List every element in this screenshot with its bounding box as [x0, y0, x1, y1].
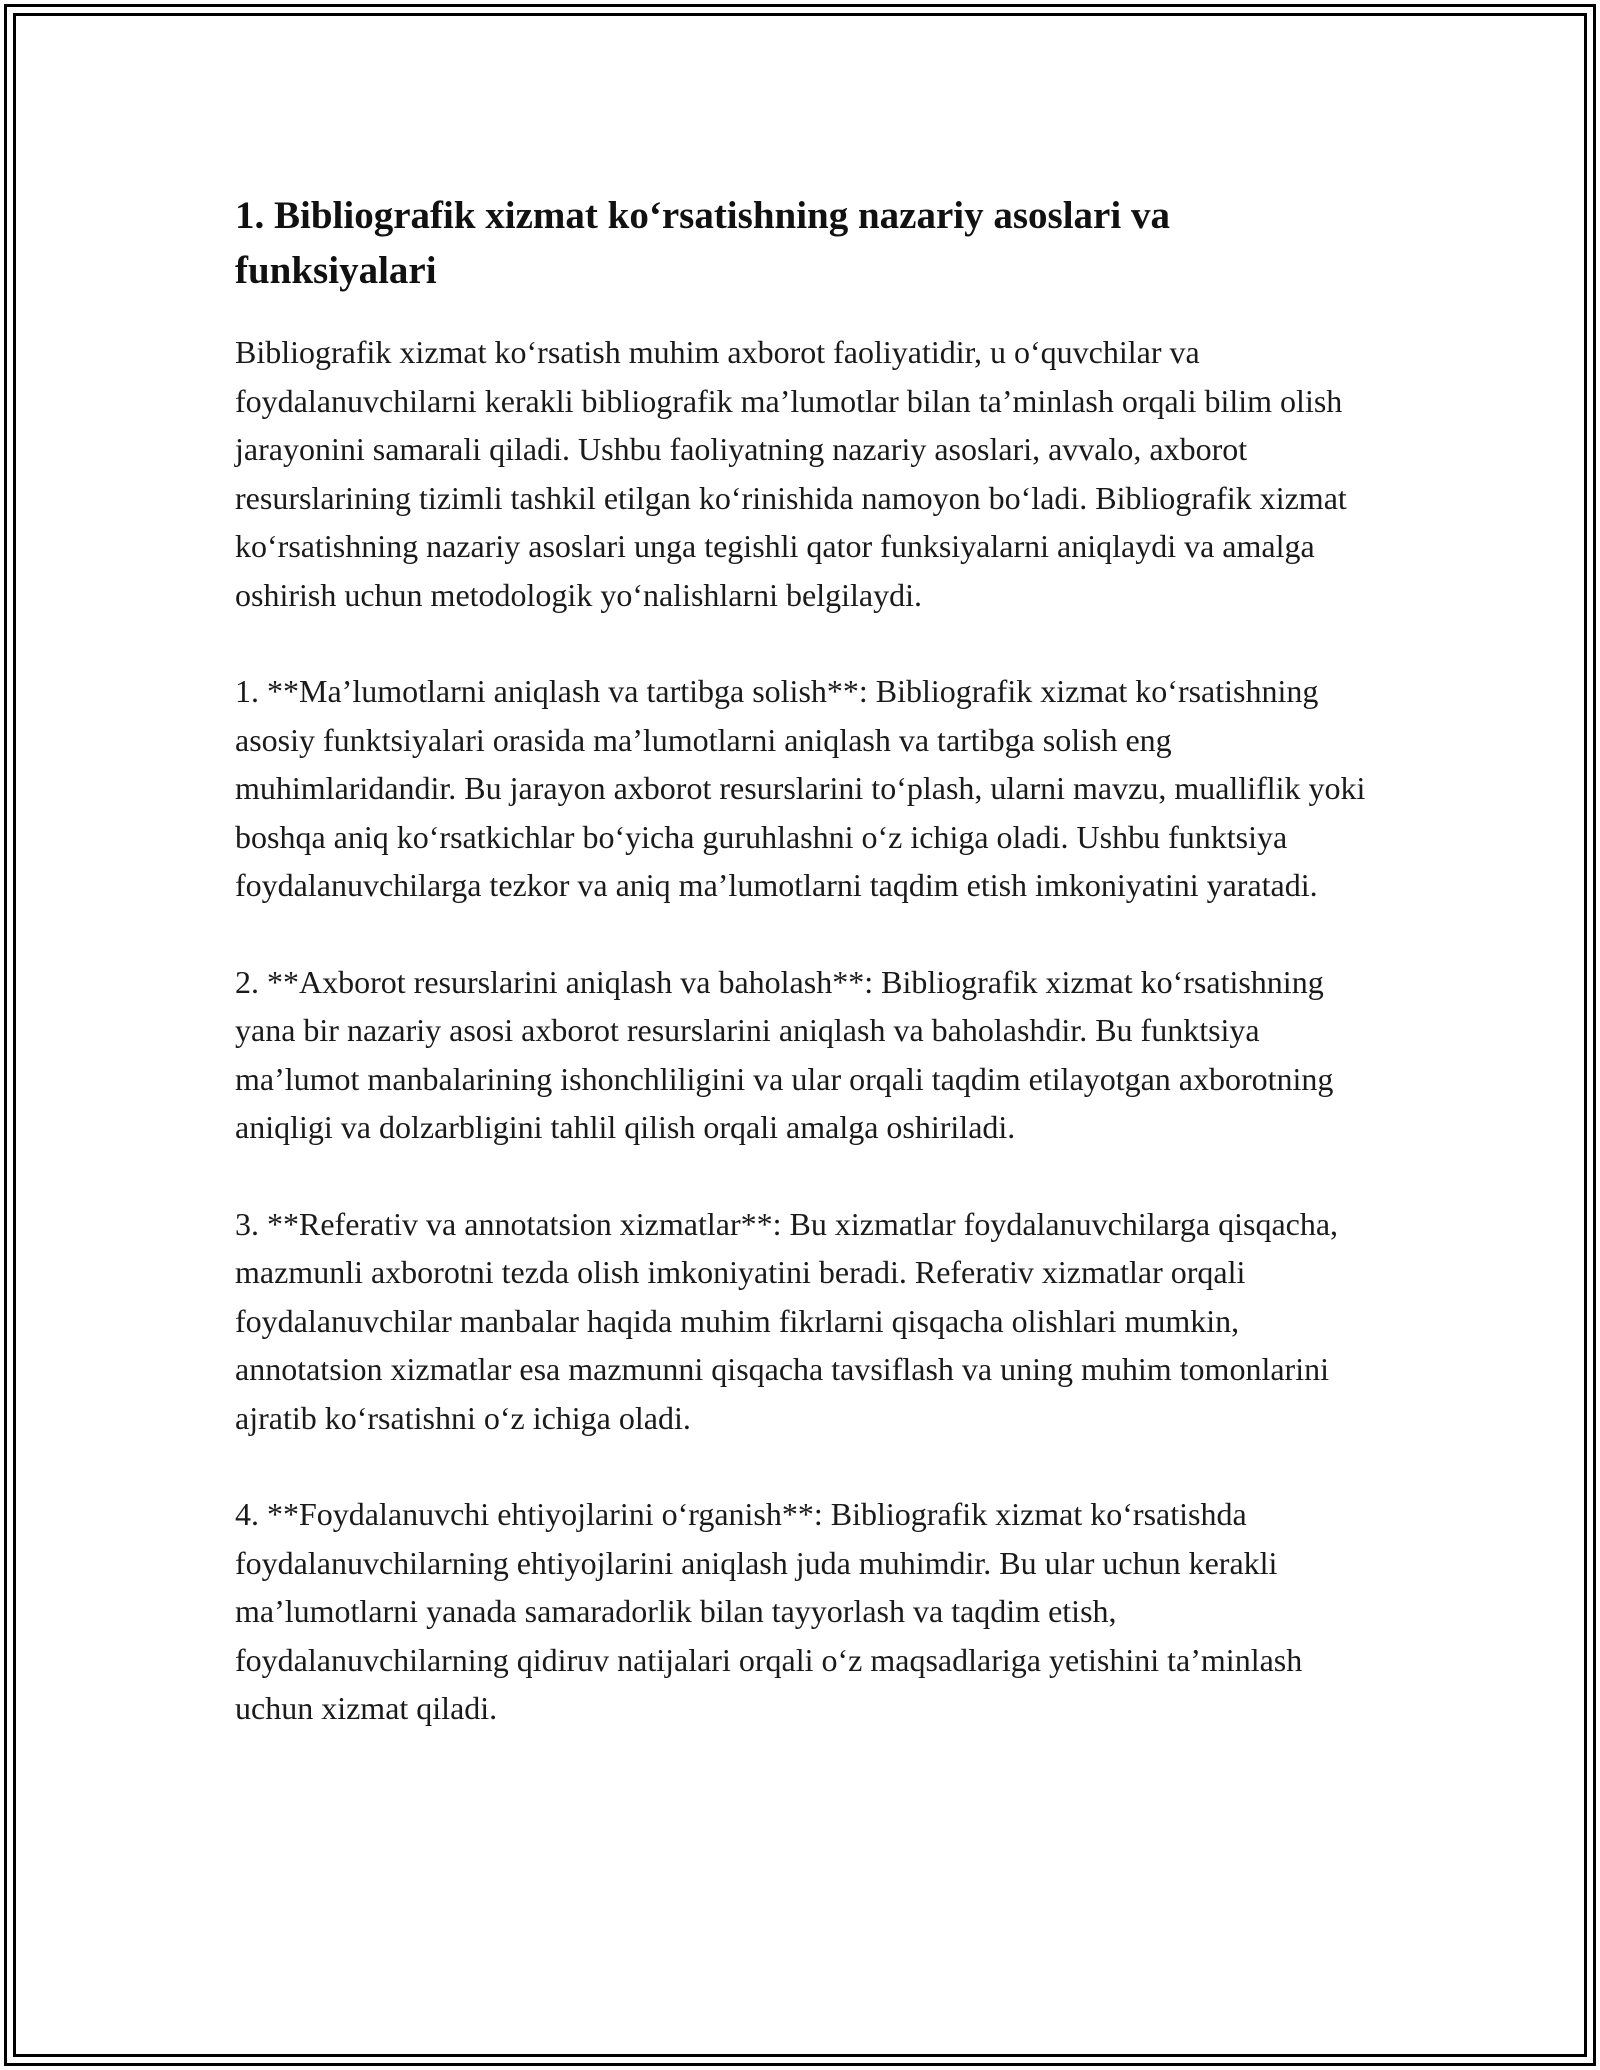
list-item-2-paragraph: 2. **Axborot resurslarini aniqlash va baholash**: Bibliografik xizmat ko‘rsatishning yana bir nazariy asosi axborot resurslarini aniqlash va baholashdir. Bu funktsiya ma’lumot manbalarining ishonchliligini va ular orqali taqdim etilayotgan axborotning aniqligi va dolzarbligini tahlil qilish orqali amalga oshiriladi. [235, 963, 1334, 1145]
document-body [235, 188, 1375, 1781]
list-item-1-paragraph: 1. **Ma’lumotlarni aniqlash va tartibga solish**: Bibliografik xizmat ko‘rsatishning asosiy funktsiyalari orasida ma’lumotlarni aniqlash va tartibga solish eng muhimlaridandir. Bu jarayon axborot resurslarini to‘plash, ularni mavzu, mualliflik yoki boshqa aniq ko‘rsatkichlar bo‘yicha guruhlashni o‘z ichiga oladi. Ushbu funktsiya foydalanuvchilarga tezkor va aniq ma’lumotlarni taqdim etish imkoniyatini yaratadi. [235, 673, 1366, 903]
list-item-4-paragraph: 4. **Foydalanuvchi ehtiyojlarini o‘rganish**: Bibliografik xizmat ko‘rsatishda foydalanuvchilarning ehtiyojlarini aniqlash juda muhimdir. Bu ular uchun kerakli ma’lumotlarni yanada samaradorlik bilan tayyorlash va taqdim etish, foydalanuvchilarning qidiruv natijalari orqali o‘z maqsadlariga yetishini ta’minlash uchun xizmat qiladi. [235, 1496, 1303, 1726]
list-item-3-paragraph: 3. **Referativ va annotatsion xizmatlar**: Bu xizmatlar foydalanuvchilarga qisqacha, mazmunli axborotni tezda olish imkoniyatini beradi. Referativ xizmatlar orqali foydalanuvchilar manbalar haqida muhim fikrlarni qisqacha olishlari mumkin, annotatsion xizmatlar esa mazmunni qisqacha tavsiflash va uning muhim tomonlarini ajratib ko‘rsatishni o‘z ichiga oladi. [235, 1205, 1339, 1436]
section-heading: 1. Bibliografik xizmat ko‘rsatishning nazariy asoslari va funksiyalari [235, 194, 1170, 292]
intro-paragraph: Bibliografik xizmat ko‘rsatish muhim axborot faoliyatidir, u o‘quvchilar va foydalanuvchilarni kerakli bibliografik ma’lumotlar bilan ta’minlash orqali bilim olish jarayonini samarali qiladi. Ushbu faoliyatning nazariy asoslari, avvalo, axborot resurslarining tizimli tashkil etilgan ko‘rinishida namoyon bo‘ladi. Bibliografik xizmat ko‘rsatishning nazariy asoslari unga tegishli qator funksiyalarni aniqlaydi va amalga oshirish uchun metodologik yo‘nalishlarni belgilaydi. [235, 334, 1347, 613]
